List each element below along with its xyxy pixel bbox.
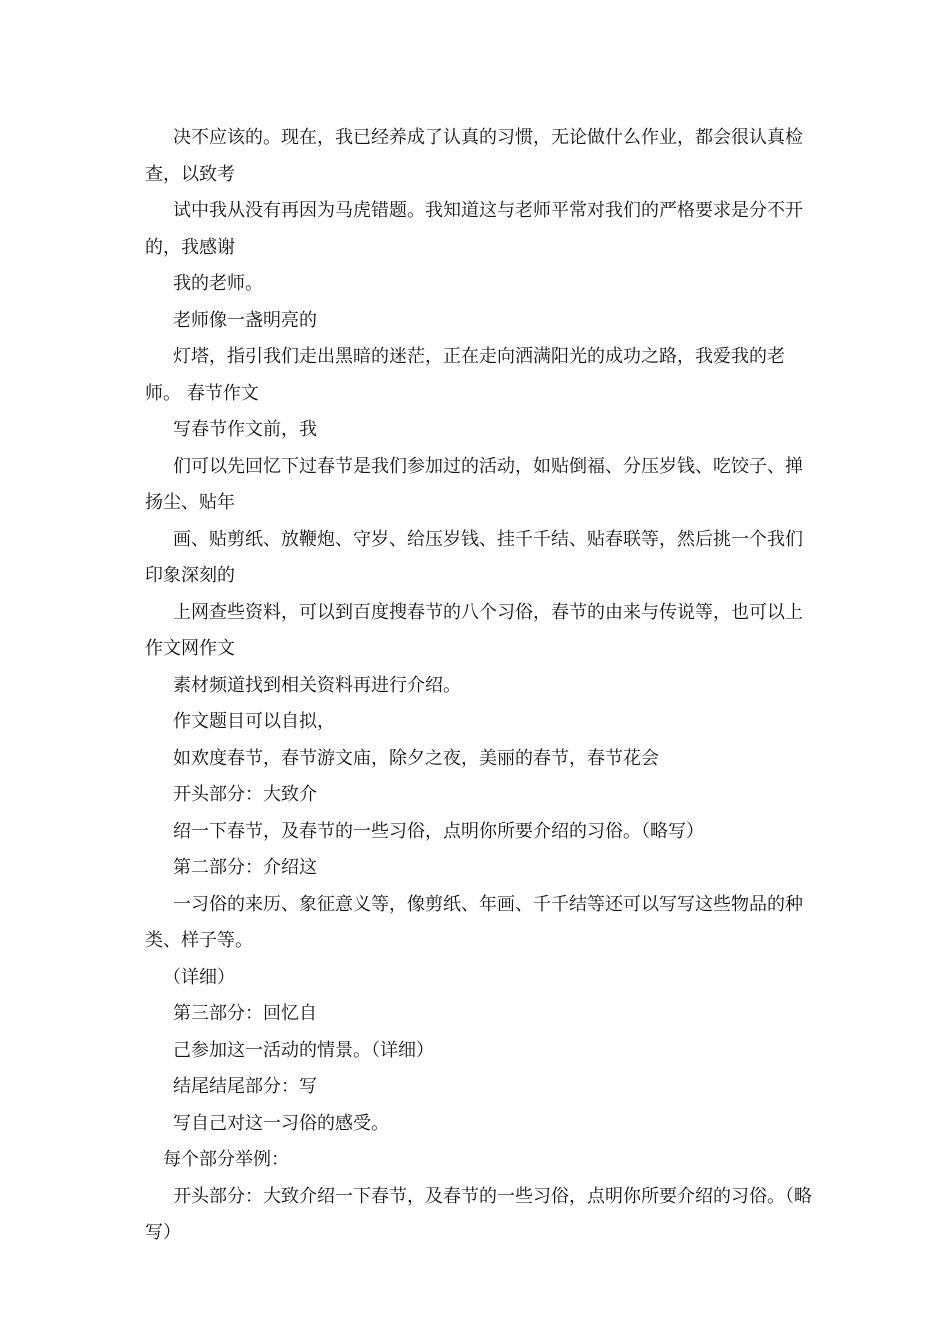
paragraph: 灯塔，指引我们走出黑暗的迷茫，正在走向洒满阳光的成功之路，我爱我的老师。 春节作文 <box>145 346 785 404</box>
paragraph: 己参加这一活动的情景。（详细） <box>173 1039 434 1061</box>
paragraph: 试中我从没有再因为马虎错题。我知道这与老师平常对我们的严格要求是分不开的，我感谢 <box>145 200 803 258</box>
paragraph: 画、贴剪纸、放鞭炮、守岁、给压岁钱、挂千千结、贴春联等，然后挑一个我们印象深刻的 <box>145 528 803 586</box>
paragraph: 绍一下春节，及春节的一些习俗，点明你所要介绍的习俗。（略写） <box>173 820 704 842</box>
paragraph: 一习俗的来历、象征意义等，像剪纸、年画、千千结等还可以写写这些物品的种类、样子等。 <box>145 893 803 951</box>
paragraph: 开头部分：大致介 <box>173 784 317 805</box>
paragraph: 我的老师。 <box>173 273 263 294</box>
paragraph: 每个部分举例： <box>163 1149 289 1170</box>
document-body <box>145 120 815 1252</box>
paragraph: 上网查些资料，可以到百度搜春节的八个习俗，春节的由来与传说等，也可以上作文网作文 <box>145 601 803 659</box>
paragraph: 老师像一盏明亮的 <box>173 309 317 331</box>
paragraph: 素材频道找到相关资料再进行介绍。 <box>173 674 461 696</box>
paragraph: 决不应该的。现在，我已经养成了认真的习惯，无论做什么作业，都会很认真检查，以致考 <box>145 127 803 185</box>
paragraph: 结尾结尾部分：写 <box>173 1076 317 1097</box>
paragraph: 第三部分：回忆自 <box>173 1003 317 1024</box>
paragraph: 开头部分：大致介绍一下春节，及春节的一些习俗，点明你所要介绍的习俗。（略写） <box>145 1185 812 1243</box>
paragraph: 第二部分：介绍这 <box>173 857 317 878</box>
paragraph: 写春节作文前，我 <box>173 419 317 440</box>
paragraph: 作文题目可以自拟， <box>173 711 335 732</box>
paragraph: （详细） <box>163 966 235 988</box>
paragraph: 们可以先回忆下过春节是我们参加过的活动，如贴倒福、分压岁钱、吃饺子、掸扬尘、贴年 <box>145 455 803 513</box>
paragraph: 如欢度春节，春节游文庙，除夕之夜，美丽的春节，春节花会 <box>173 747 659 769</box>
paragraph: 写自己对这一习俗的感受。 <box>173 1112 389 1134</box>
